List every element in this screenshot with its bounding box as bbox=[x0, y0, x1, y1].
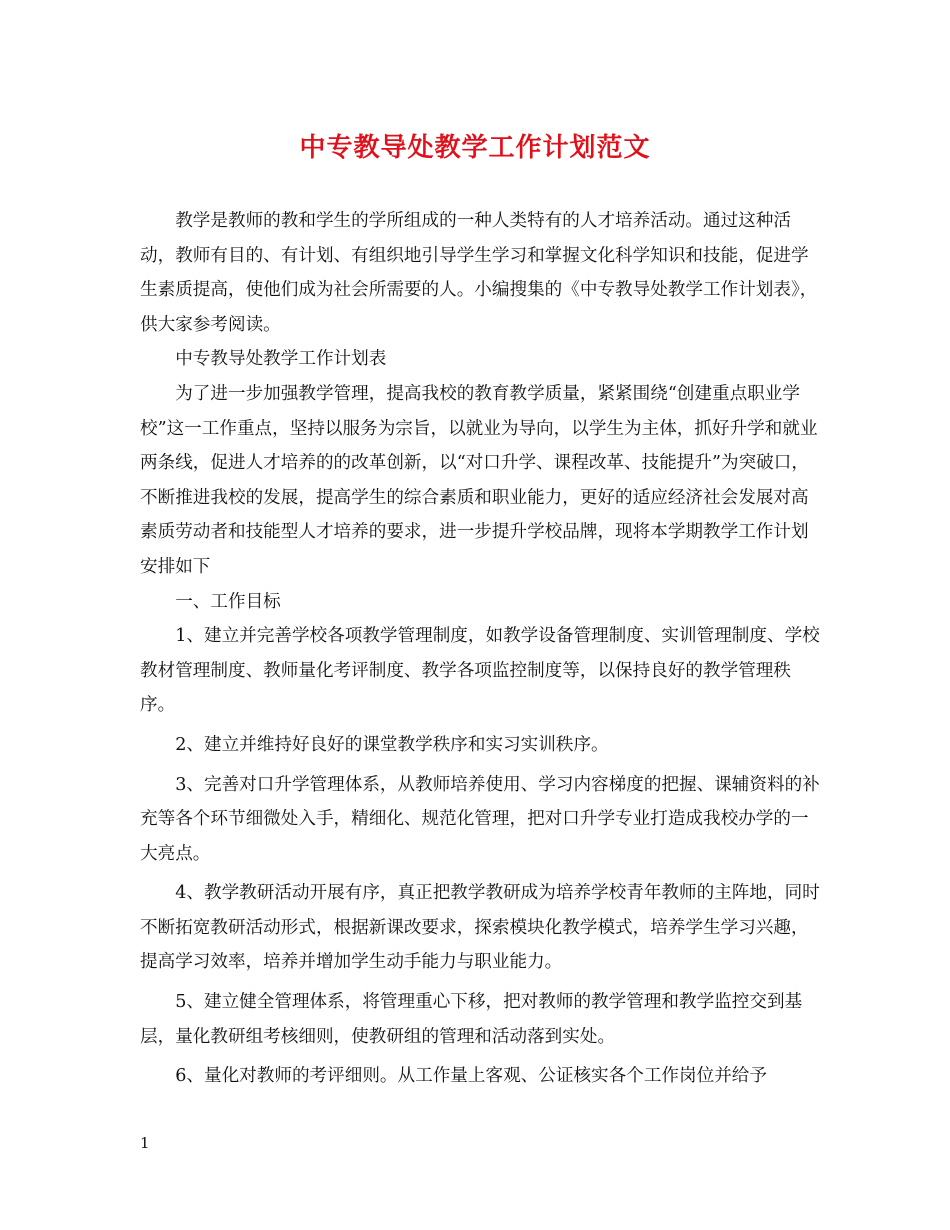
paragraph-subtitle: 中专教导处教学工作计划表 bbox=[175, 349, 387, 370]
paragraph-preamble: 为了进一步加强教学管理，提高我校的教育教学质量，紧紧围绕“创建重点职业学校”这一工作重点，坚持以服务为宗旨，以就业为导向，以学生为主体，抓好升学和就业两条线，促进人才培养的的改革创新，以“对口升学、课程改革、技能提升”为突破口，不断推进我校的发展，提高学生的综合素质和职业能力，更好的适应经济社会发展对高素质劳动者和技能型人才培养的要求，进一步提升学校品牌，现将本学期教学工作计划安排如下 bbox=[140, 383, 818, 577]
list-item-4: 4、教学教研活动开展有序，真正把教学教研成为培养学校青年教师的主阵地，同时不断拓宽教研活动形式，根据新课改要求，探索模块化教学模式，培养学生学习兴趣，提高学习效率，培养并增加学生动手能力与职业能力。 bbox=[140, 883, 820, 973]
document-body bbox=[140, 204, 820, 1094]
list-item-6: 6、量化对教师的考评细则。从工作量上客观、公证核实各个工作岗位并给予 bbox=[175, 1066, 767, 1087]
list-item-2: 2、建立并维持好良好的课堂教学秩序和实习实训秩序。 bbox=[175, 734, 609, 755]
document-title: 中专教导处教学工作计划范文 bbox=[299, 133, 651, 163]
section-heading: 一、工作目标 bbox=[175, 591, 281, 612]
page-number: 1 bbox=[140, 1134, 150, 1152]
list-item-3: 3、完善对口升学管理体系，从教师培养使用、学习内容梯度的把握、课辅资料的补充等各个环节细微处入手，精细化、规范化管理，把对口升学专业打造成我校办学的一大亮点。 bbox=[140, 774, 820, 864]
list-item-5: 5、建立健全管理体系，将管理重心下移，把对教师的教学管理和教学监控交到基层，量化教研组考核细则，使教研组的管理和活动落到实处。 bbox=[140, 992, 803, 1047]
list-item-1: 1、建立并完善学校各项教学管理制度，如教学设备管理制度、实训管理制度、学校教材管理制度、教师量化考评制度、教学各项监控制度等，以保持良好的教学管理秩序。 bbox=[140, 626, 820, 716]
paragraph-intro: 教学是教师的教和学生的学所组成的一种人类特有的人才培养活动。通过这种活动，教师有目的、有计划、有组织地引导学生学习和掌握文化科学知识和技能，促进学生素质提高，使他们成为社会所需要的人。小编搜集的《中专教导处教学工作计划表》，供大家参考阅读。 bbox=[140, 211, 818, 335]
